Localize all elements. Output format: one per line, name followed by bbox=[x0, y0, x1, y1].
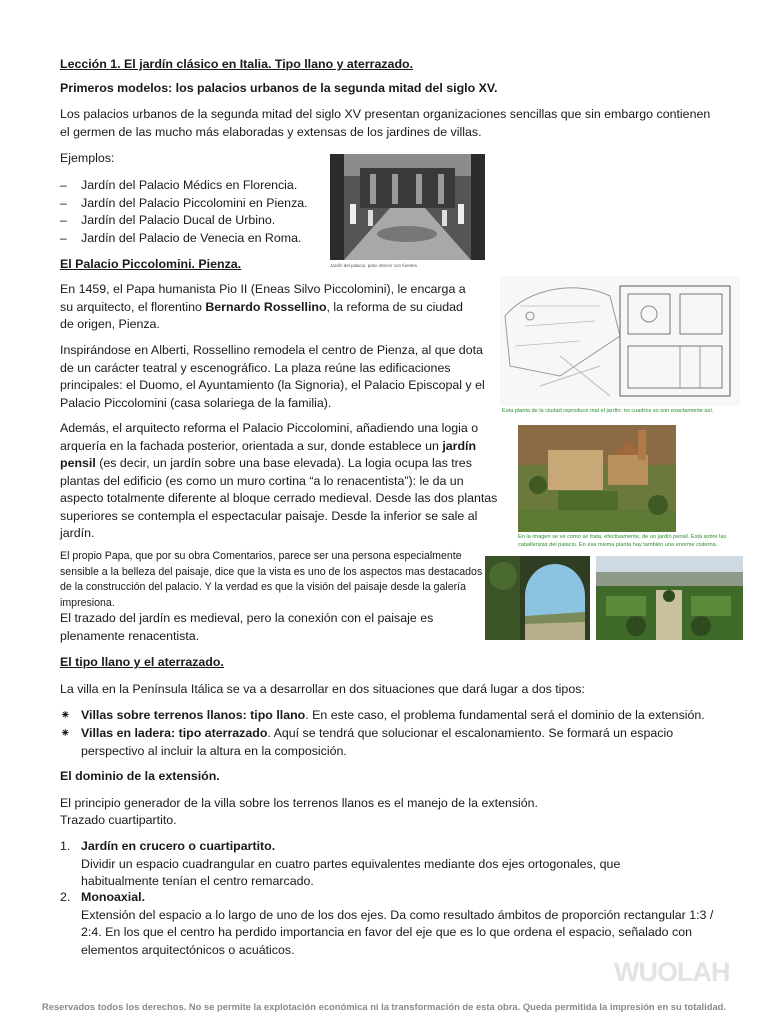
section-heading-piccolomini: El Palacio Piccolomini. Pienza. bbox=[60, 257, 242, 271]
loggia-view-photo bbox=[485, 556, 590, 640]
paragraph-logia: Además, el arquitecto reforma el Palacio Piccolomini, añadiendo una logia o arquería en la fachada posterior, orientada a sur, donde establece un jardín pensil (es decir, un jardín sobre una base elevada). La logia ocupa las tres plantas del edificio (es como un muro cortina “a lo renacentista”): le da un aspecto totalmente diferente al bloque cerrado medieval. Desde las dos plantas superiores se contempla el espectacular paisaje. Desde la inferior se sale al jardín. bbox=[60, 421, 498, 540]
list-item: Villas sobre terrenos llanos: tipo llano. En este caso, el problema fundamental será el dominio de la extensión. bbox=[81, 708, 705, 722]
courtyard-photo bbox=[330, 154, 485, 260]
pienza-plan-image bbox=[500, 276, 740, 406]
aerial-pienza-photo bbox=[518, 425, 676, 532]
examples-label: Ejemplos: bbox=[60, 151, 115, 165]
section-heading-dominio: El dominio de la extensión. bbox=[60, 769, 220, 783]
list-item: Villas en ladera: tipo aterrazado. Aquí se tendrá que solucionar el escalonamiento. Se formará un espacio perspectivo al incluir la altura en la composición. bbox=[81, 726, 674, 758]
dash-marker: – bbox=[60, 195, 67, 210]
list-item-heading: Jardín en crucero o cuartipartito. bbox=[81, 839, 276, 853]
plan-caption: Esta planta de la ciudad reproduce mal el jardín: no cuadros so son exactamente así. bbox=[502, 408, 714, 414]
list-item-body: Extensión del espacio a lo largo de uno de los dos ejes. Da como resultado ámbitos de proporción rectangular 1:3 / 2:4. En los que el centro ha perdido importancia en favor del eje que es lo que ordena el espacio, señalado con elementos arquitectónicos o acuáticos. bbox=[81, 907, 714, 957]
list-item-heading: Monoaxial. bbox=[81, 890, 146, 904]
list-item: – Jardín del Palacio Médics en Florencia. bbox=[60, 178, 298, 192]
section-heading-first-models: Primeros modelos: los palacios urbanos de la segunda mitad del siglo XV. bbox=[60, 81, 498, 95]
paragraph-cuartipartito: Trazado cuartipartito. bbox=[60, 813, 177, 827]
intro-paragraph: Los palacios urbanos de la segunda mitad del siglo XV presentan organizaciones sencillas que sin embargo contienen el germen de las mucho más elaboradas y extensas de los jardines de villas. bbox=[60, 107, 711, 139]
aerial-caption-line1: En la imagen se ve como se trata, efectivamente, de un jardín pensil. Está sobre las bbox=[518, 534, 727, 540]
wuolah-logo: WUOLAH bbox=[614, 957, 730, 987]
list-number: 2. bbox=[60, 890, 71, 904]
paragraph-papa-small: El propio Papa, que por su obra Comentarios, parece ser una persona especialmente sensible a la belleza del paisaje, dice que la vista es uno de los aspectos mas destacados de la construcción del palacio. Y la verdad es que la visión del paisaje desde la galería impresiona. bbox=[60, 550, 483, 609]
dash-marker: – bbox=[60, 178, 67, 192]
section-heading-tipo: El tipo llano y el aterrazado. bbox=[60, 655, 224, 669]
paragraph-tipos: La villa en la Península Itálica se va a desarrollar en dos situaciones que dará lugar a dos tipos: bbox=[60, 682, 585, 696]
list-item: – Jardín del Palacio Piccolomini en Pienza. bbox=[60, 195, 308, 210]
bullet-marker: ⁕ bbox=[60, 726, 71, 740]
paragraph-pio-ii: En 1459, el Papa humanista Pio II (Eneas Silvo Piccolomini), le encarga a su arquitecto, el florentino Bernardo Rossellino, la reforma de su ciudad de origen, Pienza. bbox=[60, 282, 466, 331]
garden-photo bbox=[596, 556, 743, 640]
footer-rights: Reservados todos los derechos. No se permite la explotación económica ni la transformación de esta obra. Queda permitida la impresión en su totalidad. bbox=[41, 1001, 727, 1012]
paragraph-alberti: Inspirándose en Alberti, Rossellino remodela el centro de Pienza, al que dota de un carácter teatral y escenográfico. La plaza reúne las edificaciones principales: el Duomo, el Ayuntamiento (la Signoria), el Palacio Episcopal y el Palacio Piccolomini (casa solariega de la familia). bbox=[60, 343, 485, 410]
list-item-body: Dividir un espacio cuadrangular en cuatro partes equivalentes mediante dos ejes ortogonales, que habitualmente tenían el centro remarcado. bbox=[81, 856, 621, 888]
list-item: – Jardín del Palacio de Venecia en Roma. bbox=[60, 230, 302, 245]
dash-marker: – bbox=[60, 213, 67, 227]
list-item: – Jardín del Palacio Ducal de Urbino. bbox=[60, 213, 276, 227]
page-title: Lección 1. El jardín clásico en Italia. Tipo llano y aterrazado. bbox=[60, 57, 414, 71]
bullet-marker: ⁕ bbox=[60, 708, 71, 722]
paragraph-trazado: El trazado del jardín es medieval, pero la conexión con el paisaje es plenamente renacentista. bbox=[60, 611, 434, 643]
list-number: 1. bbox=[60, 839, 71, 853]
dash-marker: – bbox=[60, 230, 67, 245]
paragraph-principio: El principio generador de la villa sobre los terrenos llanos es el manejo de la extensión. bbox=[60, 796, 539, 810]
aerial-caption-line2: caballerizas del palacio. En esa misma planta hay también una enorme cisterna. bbox=[518, 542, 718, 548]
courtyard-caption: Jardín del palacio, patio interior con fuentes bbox=[330, 263, 418, 268]
